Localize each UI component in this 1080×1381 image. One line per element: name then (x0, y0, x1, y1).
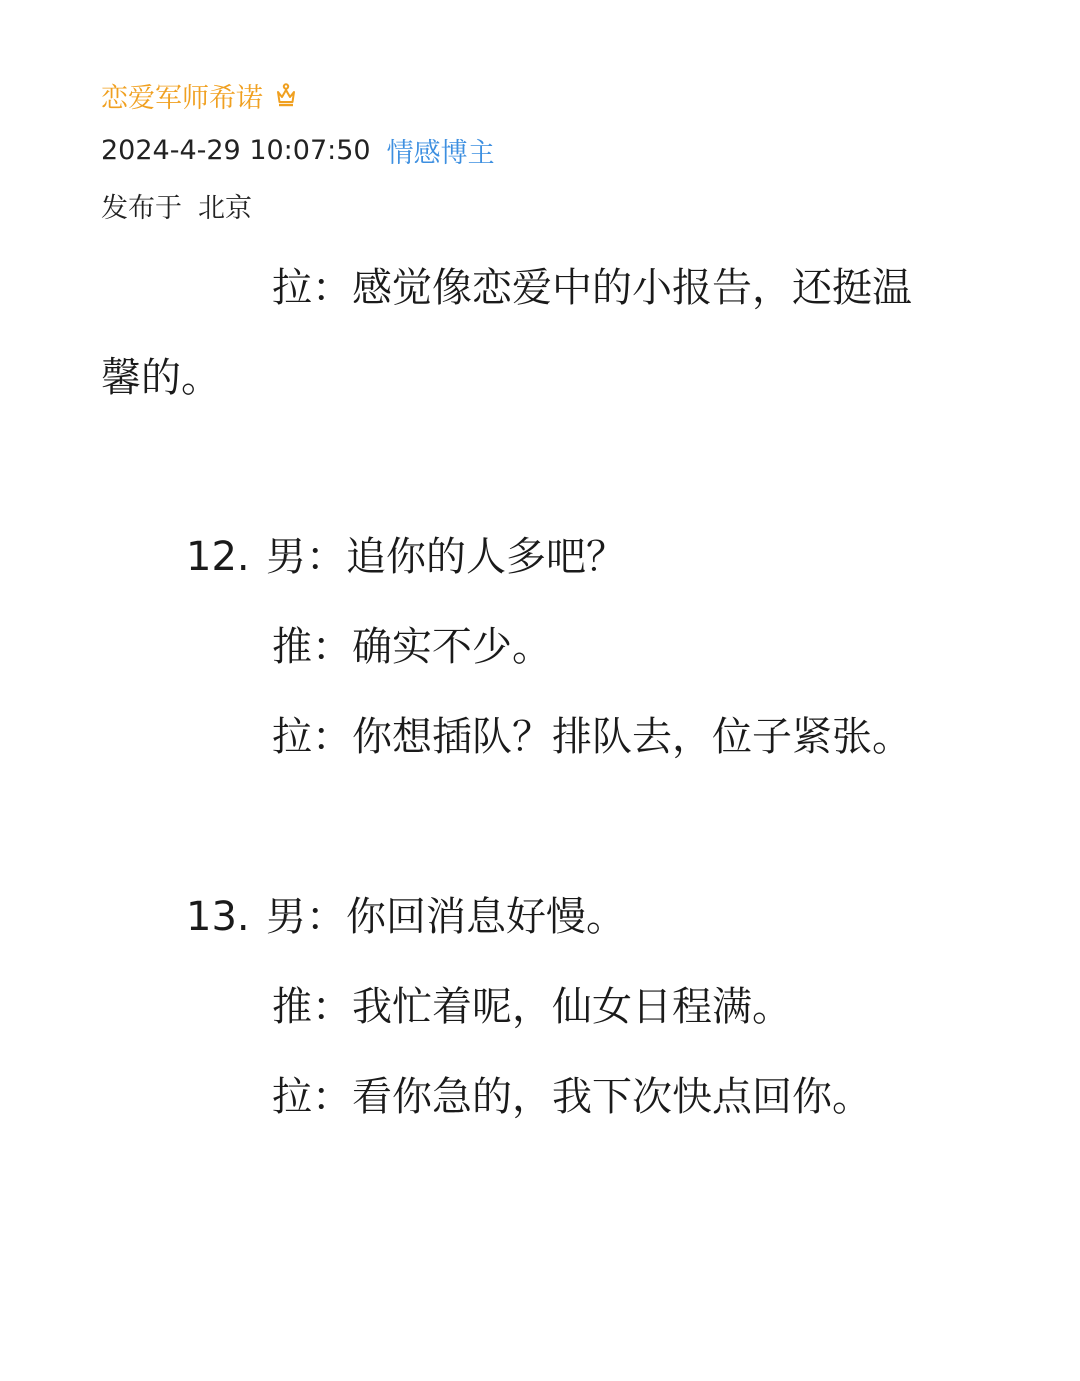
item-number: 12. (186, 534, 250, 580)
item-12-pull: 拉：你想插队？排队去，位子紧张。 (272, 714, 912, 760)
crown-icon (275, 83, 297, 107)
item-13-pull: 拉：看你急的，我下次快点回你。 (272, 1074, 872, 1120)
location-row (101, 186, 252, 224)
post-timestamp: 2024-4-29 10:07:50 (101, 134, 371, 166)
item-12-push: 推：确实不少。 (272, 624, 552, 670)
intro-line-2: 馨的。 (101, 355, 221, 401)
author-name[interactable]: 恋爱军师希诺 (101, 82, 263, 114)
item-question: 男：你回消息好慢。 (266, 894, 626, 940)
author-row[interactable] (101, 76, 297, 114)
meta-row (101, 131, 495, 169)
item-13-question-line (186, 892, 626, 942)
author-tag[interactable]: 情感博主 (386, 137, 495, 169)
item-13-push: 推：我忙着呢，仙女日程满。 (272, 984, 792, 1030)
item-12-question-line (186, 532, 626, 582)
item-number: 13. (186, 894, 250, 940)
location-city: 北京 (198, 192, 252, 224)
intro-line-1: 拉：感觉像恋爱中的小报告，还挺温 (272, 265, 912, 311)
location-prefix: 发布于 (101, 192, 182, 224)
item-question: 男：追你的人多吧？ (266, 534, 626, 580)
